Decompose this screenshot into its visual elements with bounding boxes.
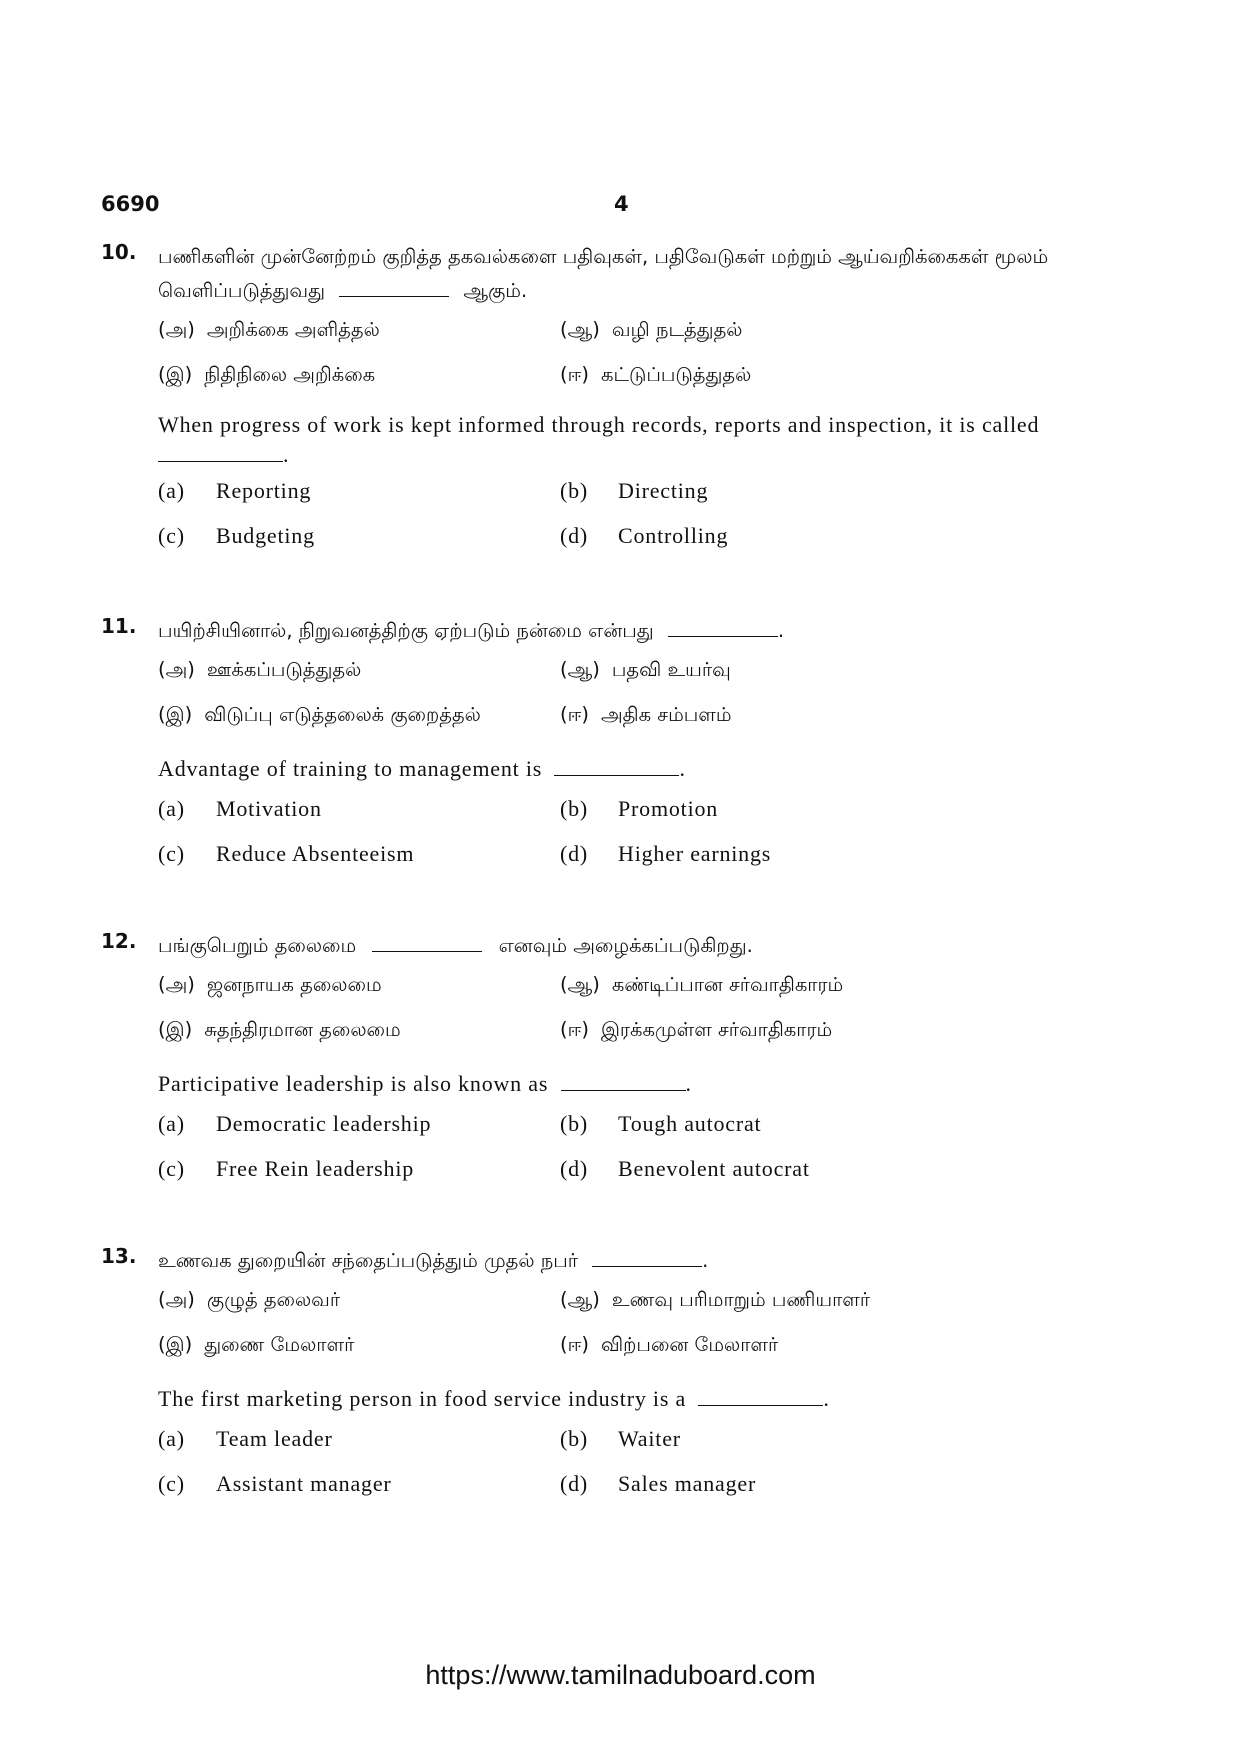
english-option-d: (d) Benevolent autocrat: [560, 1156, 810, 1181]
tamil-options: [158, 973, 1101, 1063]
english-option-a: (a) Democratic leadership: [158, 1111, 432, 1136]
tamil-option-4: (ஈ) இரக்கமுள்ள சர்வாதிகாரம்: [560, 1018, 833, 1041]
question-number: 12.: [101, 929, 137, 953]
tamil-option-2: (ஆ) கண்டிப்பான சர்வாதிகாரம்: [560, 973, 844, 996]
answer-blank: [698, 1387, 823, 1406]
tamil-stem-text: பணிகளின் முன்னேற்றம் குறித்த தகவல்களை பதிவுகள், பதிவேடுகள் மற்றும் ஆய்வறிக்கைகள் மூலம் வெளிப்படுத்துவது: [158, 245, 1049, 302]
english-stem-text: When progress of work is kept informed through records, reports and inspection, it is called: [158, 412, 1040, 437]
english-stem-text: Participative leadership is also known as: [158, 1071, 549, 1096]
question-11: [101, 614, 1101, 886]
english-option-b: (b) Waiter: [560, 1426, 681, 1451]
english-option-d: (d) Higher earnings: [560, 841, 772, 866]
tamil-options: [158, 658, 1101, 748]
tamil-option-2: (ஆ) பதவி உயர்வு: [560, 658, 731, 681]
english-option-d: (d) Controlling: [560, 523, 729, 548]
english-option-b: (b) Tough autocrat: [560, 1111, 762, 1136]
answer-blank: [592, 1248, 702, 1267]
english-options: [158, 796, 1101, 886]
answer-blank: [668, 618, 778, 637]
tamil-option-1: (அ) அறிக்கை அளித்தல்: [158, 318, 380, 341]
english-option-a: (a) Team leader: [158, 1426, 333, 1451]
english-stem: Participative leadership is also known as .: [158, 1071, 692, 1096]
paper-code: 6690: [101, 192, 160, 216]
tamil-stem-text: பயிற்சியினால், நிறுவனத்திற்கு ஏற்படும் நன்மை என்பது: [158, 619, 654, 642]
tamil-option-3: (இ) நிதிநிலை அறிக்கை: [158, 363, 376, 386]
tamil-option-2: (ஆ) வழி நடத்துதல்: [560, 318, 743, 341]
tamil-stem-end: ஆகும்.: [463, 279, 528, 302]
tamil-option-4: (ஈ) விற்பனை மேலாளர்: [560, 1333, 779, 1356]
english-stem: Advantage of training to management is .: [158, 756, 686, 781]
english-option-a: (a) Motivation: [158, 796, 322, 821]
tamil-stem-text: பங்குபெறும் தலைமை: [158, 934, 357, 957]
tamil-stem: [158, 929, 1101, 963]
english-stem: The first marketing person in food service industry is a .: [158, 1386, 830, 1411]
tamil-option-1: (அ) குழுத் தலைவர்: [158, 1288, 341, 1311]
tamil-options: [158, 318, 1101, 408]
question-13: [101, 1244, 1101, 1516]
tamil-option-4: (ஈ) அதிக சம்பளம்: [560, 703, 732, 726]
tamil-stem: [158, 240, 1088, 308]
tamil-option-3: (இ) துணை மேலாளர்: [158, 1333, 355, 1356]
english-options: [158, 1426, 1101, 1516]
tamil-option-3: (இ) சுதந்திரமான தலைமை: [158, 1018, 401, 1041]
answer-blank: [372, 933, 482, 952]
english-option-c: (c) Budgeting: [158, 523, 315, 548]
tamil-options: [158, 1288, 1101, 1378]
page-number: 4: [614, 192, 629, 216]
tamil-option-4: (ஈ) கட்டுப்படுத்துதல்: [560, 363, 752, 386]
question-number: 10.: [101, 240, 137, 264]
english-stem: When progress of work is kept informed through records, reports and inspection, it is called .: [158, 412, 1040, 467]
tamil-stem: பயிற்சியினால், நிறுவனத்திற்கு ஏற்படும் நன்மை என்பது .: [158, 619, 785, 642]
tamil-option-1: (அ) ஜனநாயக தலைமை: [158, 973, 382, 996]
english-options: [158, 1111, 1101, 1201]
english-options: [158, 478, 1101, 568]
english-option-b: (b) Promotion: [560, 796, 719, 821]
answer-blank: [561, 1072, 686, 1091]
tamil-option-2: (ஆ) உணவு பரிமாறும் பணியாளர்: [560, 1288, 871, 1311]
answer-blank: [158, 443, 283, 462]
tamil-stem-text: உணவக துறையின் சந்தைப்படுத்தும் முதல் நபர்: [158, 1249, 578, 1272]
question-number: 13.: [101, 1244, 137, 1268]
answer-blank: [554, 757, 679, 776]
footer-url[interactable]: https://www.tamilnaduboard.com: [425, 1660, 816, 1690]
english-stem-text: The first marketing person in food service industry is a: [158, 1386, 687, 1411]
english-option-c: (c) Free Rein leadership: [158, 1156, 415, 1181]
english-option-d: (d) Sales manager: [560, 1471, 757, 1496]
english-option-c: (c) Assistant manager: [158, 1471, 392, 1496]
english-stem-text: Advantage of training to management is: [158, 756, 543, 781]
page-header: [101, 192, 641, 224]
question-number: 11.: [101, 614, 137, 638]
tamil-stem-end: எனவும் அழைக்கப்படுகிறது.: [498, 934, 753, 957]
tamil-stem: உணவக துறையின் சந்தைப்படுத்தும் முதல் நபர் .: [158, 1249, 709, 1272]
tamil-option-1: (அ) ஊக்கப்படுத்துதல்: [158, 658, 362, 681]
english-option-c: (c) Reduce Absenteeism: [158, 841, 415, 866]
english-option-a: (a) Reporting: [158, 478, 312, 503]
question-10: [101, 240, 1101, 568]
tamil-option-3: (இ) விடுப்பு எடுத்தலைக் குறைத்தல்: [158, 703, 481, 726]
answer-blank: [339, 278, 449, 297]
question-12: [101, 929, 1101, 1201]
english-option-b: (b) Directing: [560, 478, 709, 503]
